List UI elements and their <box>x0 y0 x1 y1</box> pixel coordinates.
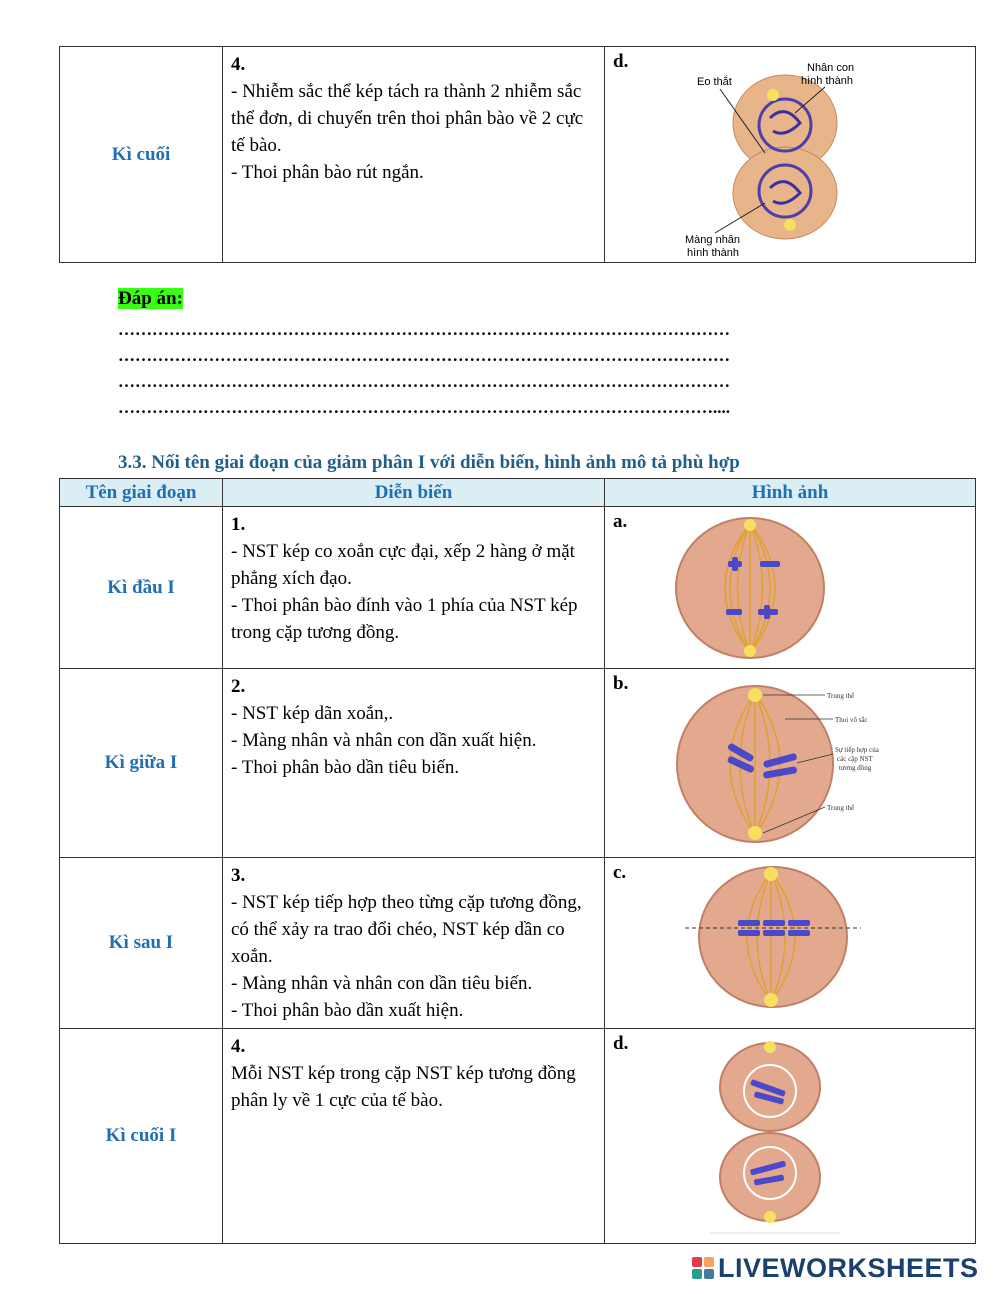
description-line: Mỗi NST kép trong cặp NST kép tương đồng phân ly về 1 cực của tế bào. <box>231 1063 576 1111</box>
cell-diagram-c <box>683 862 863 1012</box>
description-number: 4. <box>231 1036 246 1057</box>
logo-square <box>704 1257 714 1267</box>
stage-name: Kì cuối <box>60 47 223 263</box>
section-title: 3.3. Nối tên giai đoạn của giảm phân I với diễn biến, hình ảnh mô tả phù hợp <box>118 452 740 473</box>
image-letter: c. <box>613 862 627 883</box>
description-line: - NST kép tiếp hợp theo từng cặp tương đồng, có thể xảy ra trao đổi chéo, NST kép dần co xoắn. <box>231 892 582 967</box>
description-number: 4. <box>231 54 246 75</box>
stage-description <box>223 669 605 858</box>
stage-description <box>223 507 605 669</box>
answer-line[interactable]: ……………………………………………………………………………………………… <box>118 346 730 365</box>
image-letter: a. <box>613 511 628 532</box>
image-letter: d. <box>613 51 629 72</box>
header-image: Hình ảnh <box>605 479 976 507</box>
label-nhan-con-2: hình thành <box>801 75 853 87</box>
description-line: - Nhiễm sắc thể kép tách ra thành 2 nhiễm sắc thể đơn, di chuyển trên thoi phân bào về 2 cực tế bào. <box>231 81 584 156</box>
description-line: - Thoi phân bào đính vào 1 phía của NST kép trong cặp tương đồng. <box>231 595 578 643</box>
image-cell <box>605 507 976 669</box>
cell-diagram-a <box>670 513 830 663</box>
header-description: Diễn biến <box>223 479 605 507</box>
logo-mark-icon <box>692 1257 714 1279</box>
answer-label: Đáp án: <box>118 288 183 309</box>
answer-line[interactable]: ……………………………………………………………………………………………… <box>118 320 730 339</box>
table-row <box>60 507 976 669</box>
label-mang-nhan: Màng nhân <box>685 234 741 246</box>
label-nhan-con: Nhân con <box>807 62 855 74</box>
description-line: - Thoi phân bào dần tiêu biến. <box>231 757 460 778</box>
label-eo-that: Eo thắt <box>697 76 732 88</box>
logo-text: LIVEWORKSHEETS <box>718 1252 979 1283</box>
label-mang-nhan-2: hình thành <box>687 247 739 259</box>
label-su-tiep-hop-3: tương đồng <box>839 764 872 772</box>
image-cell <box>605 1029 976 1244</box>
stage-name: Kì cuối I <box>60 1029 223 1244</box>
stage-description <box>223 47 605 263</box>
stage-description <box>223 1029 605 1244</box>
stage-name: Kì sau I <box>60 858 223 1029</box>
image-cell <box>605 669 976 858</box>
stage-name: Kì giữa I <box>60 669 223 858</box>
table-row <box>60 858 976 1029</box>
label-su-tiep-hop-2: các cặp NST <box>837 755 873 763</box>
logo-square <box>692 1269 702 1279</box>
label-su-tiep-hop: Sự tiếp hợp của <box>835 746 879 754</box>
table-row <box>60 47 976 263</box>
image-letter: b. <box>613 673 629 694</box>
telophase-diagram <box>675 53 875 263</box>
label-thoi-vo-sac: Thoi vô sắc <box>835 716 868 724</box>
header-stage: Tên giai đoạn <box>60 479 223 507</box>
cell-diagram-d <box>710 1035 850 1235</box>
table-row <box>60 1029 976 1244</box>
logo-square <box>704 1269 714 1279</box>
description-line: - Thoi phân bào rút ngắn. <box>231 162 424 183</box>
stage-description <box>223 858 605 1029</box>
header-row <box>60 479 976 507</box>
description-number: 3. <box>231 865 246 886</box>
image-cell <box>605 858 976 1029</box>
cell-diagram-b <box>675 679 945 849</box>
label-trung-the: Trung thể <box>827 692 855 700</box>
logo-square <box>692 1257 702 1267</box>
description-line: - Thoi phân bào dần xuất hiện. <box>231 1000 464 1021</box>
liveworksheets-logo <box>692 1252 979 1284</box>
description-line: - NST kép co xoắn cực đại, xếp 2 hàng ở mặt phẳng xích đạo. <box>231 541 575 589</box>
description-number: 2. <box>231 676 246 697</box>
top-table <box>59 46 976 263</box>
image-letter: d. <box>613 1033 629 1054</box>
description-number: 1. <box>231 514 246 535</box>
matching-table <box>59 478 976 1244</box>
answer-line[interactable]: …………………………………………………………………………………………….... <box>118 398 730 417</box>
label-trung-the-2: Trung thể <box>827 804 855 812</box>
stage-name: Kì đầu I <box>60 507 223 669</box>
description-line: - Màng nhân và nhân con dần xuất hiện. <box>231 730 537 751</box>
description-line: - Màng nhân và nhân con dần tiêu biến. <box>231 973 533 994</box>
table-row <box>60 669 976 858</box>
answer-line[interactable]: ……………………………………………………………………………………………… <box>118 372 730 391</box>
image-cell <box>605 47 976 263</box>
description-line: - NST kép dãn xoắn,. <box>231 703 394 724</box>
